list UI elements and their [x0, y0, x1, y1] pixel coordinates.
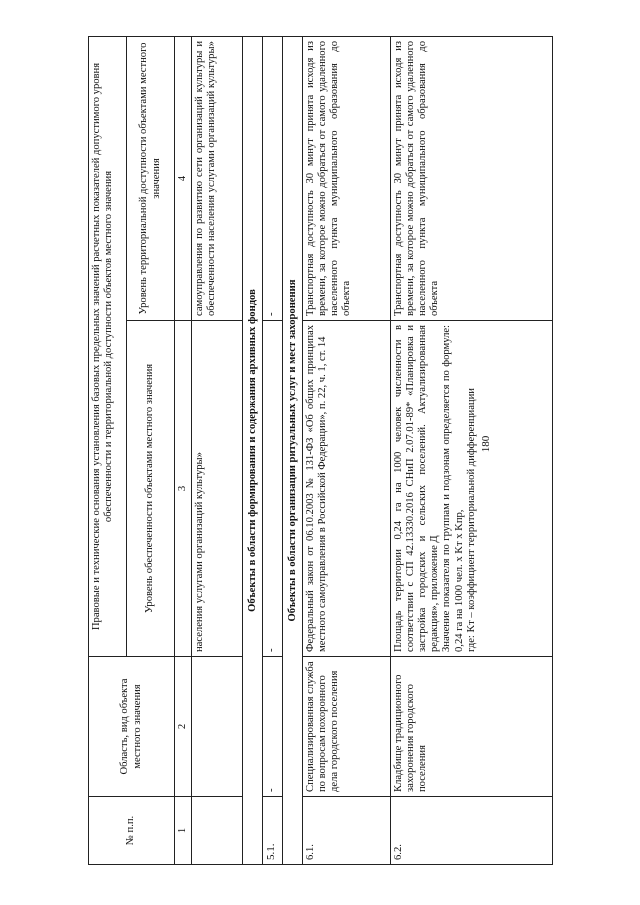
- row-6-2-provision: [391, 321, 553, 657]
- section-row-ritual: [283, 37, 303, 865]
- rotated-page-area: [88, 37, 553, 865]
- row-6-1-num: 6.1.: [303, 797, 391, 865]
- table-row-5-1: [263, 37, 283, 865]
- standards-table: [88, 36, 553, 865]
- header-group-title: Правовые и технические основания установления базовых предельных значений расчетных показателей допустимого уровня обеспеченности и территориальной доступности объектов местного значения: [89, 37, 127, 657]
- continuation-accessibility: самоуправления по развитию сети организаций культуры и обеспеченности населения услугами организаций культуры»: [192, 37, 243, 321]
- row-6-2-provision-para-3: где: Kт – коэффициент территориальной дифференциации: [465, 388, 477, 652]
- continuation-provision: населения услугами организаций культуры»: [192, 321, 243, 657]
- row-5-1-area: -: [263, 657, 283, 797]
- continuation-area: [192, 657, 243, 797]
- header-provision-level: Уровень обеспеченности объектами местного значения: [127, 321, 175, 657]
- row-6-1-provision: Федеральный закон от 06.10.2003 № 131-ФЗ «Об общих принципах местного самоуправления в Российской Федерации», п. 22, ч. 1, ст. 14: [303, 321, 391, 657]
- section-row-archives: [243, 37, 263, 865]
- header-area: Область, вид объекта местного значения: [89, 657, 175, 797]
- row-5-1-accessibility: -: [263, 37, 283, 321]
- row-6-2-accessibility: Транспортная доступность 30 минут принята исходя из времени, за которое можно добраться от самого удаленного населенного пункта муниципального образования до объекта: [391, 37, 553, 321]
- row-6-2-num: 6.2.: [391, 797, 553, 865]
- row-6-2-provision-para-1: Площадь территории 0,24 га на 1000 человек численности в соответствии с СП 42.13330.2016 СНиП 2.07.01-89* «Планировка и застройка городских и сельских поселений. Актуализированная редакция», приложение Д: [393, 325, 441, 652]
- section-title-archives: Объекты в области формирования и содержания архивных фондов: [243, 37, 263, 865]
- row-6-1-area: Специализированная служба по вопросам похоронного дела городского поселения: [303, 657, 391, 797]
- row-6-2-area: Кладбище традиционного захоронения городского поселения: [391, 657, 553, 797]
- row-5-1-provision: -: [263, 321, 283, 657]
- col-number-3: 3: [175, 321, 192, 657]
- row-5-1-num: 5.1.: [263, 797, 283, 865]
- rotated-table-wrapper: [88, 37, 553, 865]
- section-title-ritual: Объекты в области организации ритуальных услуг и мест захоронения: [283, 37, 303, 865]
- header-accessibility-level: Уровень территориальной доступности объектами местного значения: [127, 37, 175, 321]
- row-6-2-provision-para-2: Значение показателя по группам и подзонам определяется по формуле: 0,24 га на 1000 чел. х Kт х Kпр,: [441, 325, 465, 652]
- column-number-row: [175, 37, 192, 865]
- col-number-2: 2: [175, 657, 192, 797]
- page-number: 180: [480, 435, 492, 453]
- continuation-row: [192, 37, 243, 865]
- table-row-6-1: [303, 37, 391, 865]
- table-row-6-2: [391, 37, 553, 865]
- table-header-row: [89, 37, 127, 865]
- row-6-1-accessibility: Транспортная доступность 30 минут принята исходя из времени, за которое можно добраться от самого удаленного населенного пункта муниципального образования до объекта: [303, 37, 391, 321]
- header-num: № п.п.: [89, 797, 175, 865]
- col-number-1: 1: [175, 797, 192, 865]
- continuation-num: [192, 797, 243, 865]
- col-number-4: 4: [175, 37, 192, 321]
